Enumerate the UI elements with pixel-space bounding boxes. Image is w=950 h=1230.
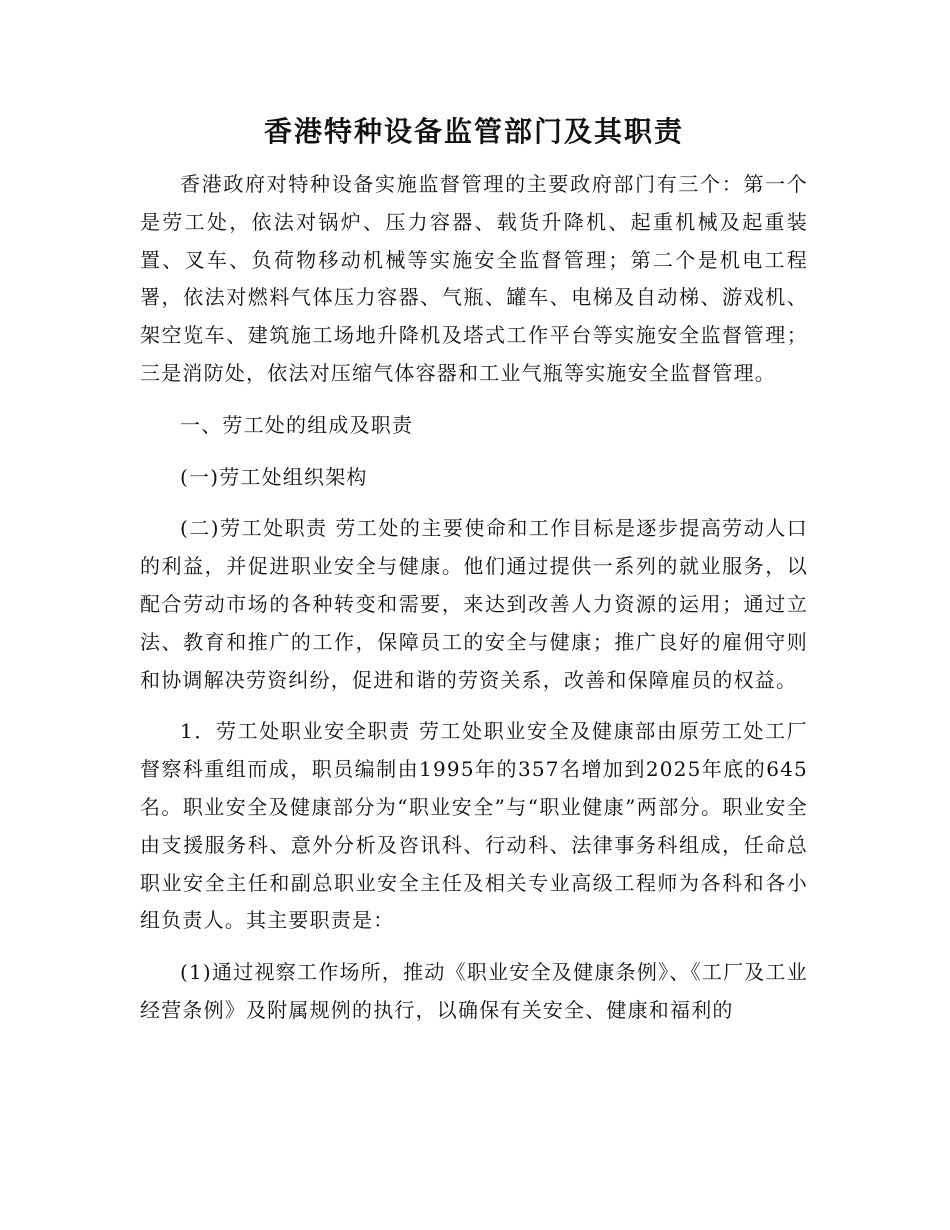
intro-paragraph: 香港政府对特种设备实施监督管理的主要政府部门有三个：第一个是劳工处，依法对锅炉、压力容器、载货升降机、起重机械及起重装置、叉车、负荷物移动机械等实施安全监督管理；第二个是机电工程署，依法对燃料气体压力容器、气瓶、罐车、电梯及自动梯、游戏机、架空览车、建筑施工场地升降机及塔式工作平台等实施安全监督管理；三是消防处，依法对压缩气体容器和工业气瓶等实施安全监督管理。 bbox=[140, 172, 808, 385]
item-paragraph-occupational-safety: 1．劳工处职业安全职责 劳工处职业安全及健康部由原劳工处工厂督察科重组而成，职员编制由1995年的357名增加到2025年底的645名。职业安全及健康部分为“职业安全”与“职业健康”两部分。职业安全由支援服务科、意外分析及咨讯科、行动科、法律事务科组成，任命总职业安全主任和副总职业安全主任及相关专业高级工程师为各科和各小组负责人。其主要职责是： bbox=[140, 719, 808, 933]
subsection-heading-organization: (一)劳工处组织架构 bbox=[180, 464, 368, 489]
subsection-paragraph-duties: (二)劳工处职责 劳工处的主要使命和工作目标是逐步提高劳动人口的利益，并促进职业安全与健康。他们通过提供一系列的就业服务，以配合劳动市场的各种转变和需要，来达到改善人力资源的运用；通过立法、教育和推广的工作，保障员工的安全与健康；推广良好的雇佣守则和协调解决劳资纠纷，促进和谐的劳资关系，改善和保障雇员的权益。 bbox=[140, 516, 808, 692]
section-heading-labour-department: 一、劳工处的组成及职责 bbox=[180, 412, 414, 437]
document-title: 香港特种设备监管部门及其职责 bbox=[263, 115, 684, 148]
item-subparagraph-1: (1)通过视察工作场所，推动《职业安全及健康条例》、《工厂及工业经营条例》及附属规例的执行，以确保有关安全、健康和福利的 bbox=[140, 960, 808, 1022]
document-page bbox=[140, 110, 808, 1044]
